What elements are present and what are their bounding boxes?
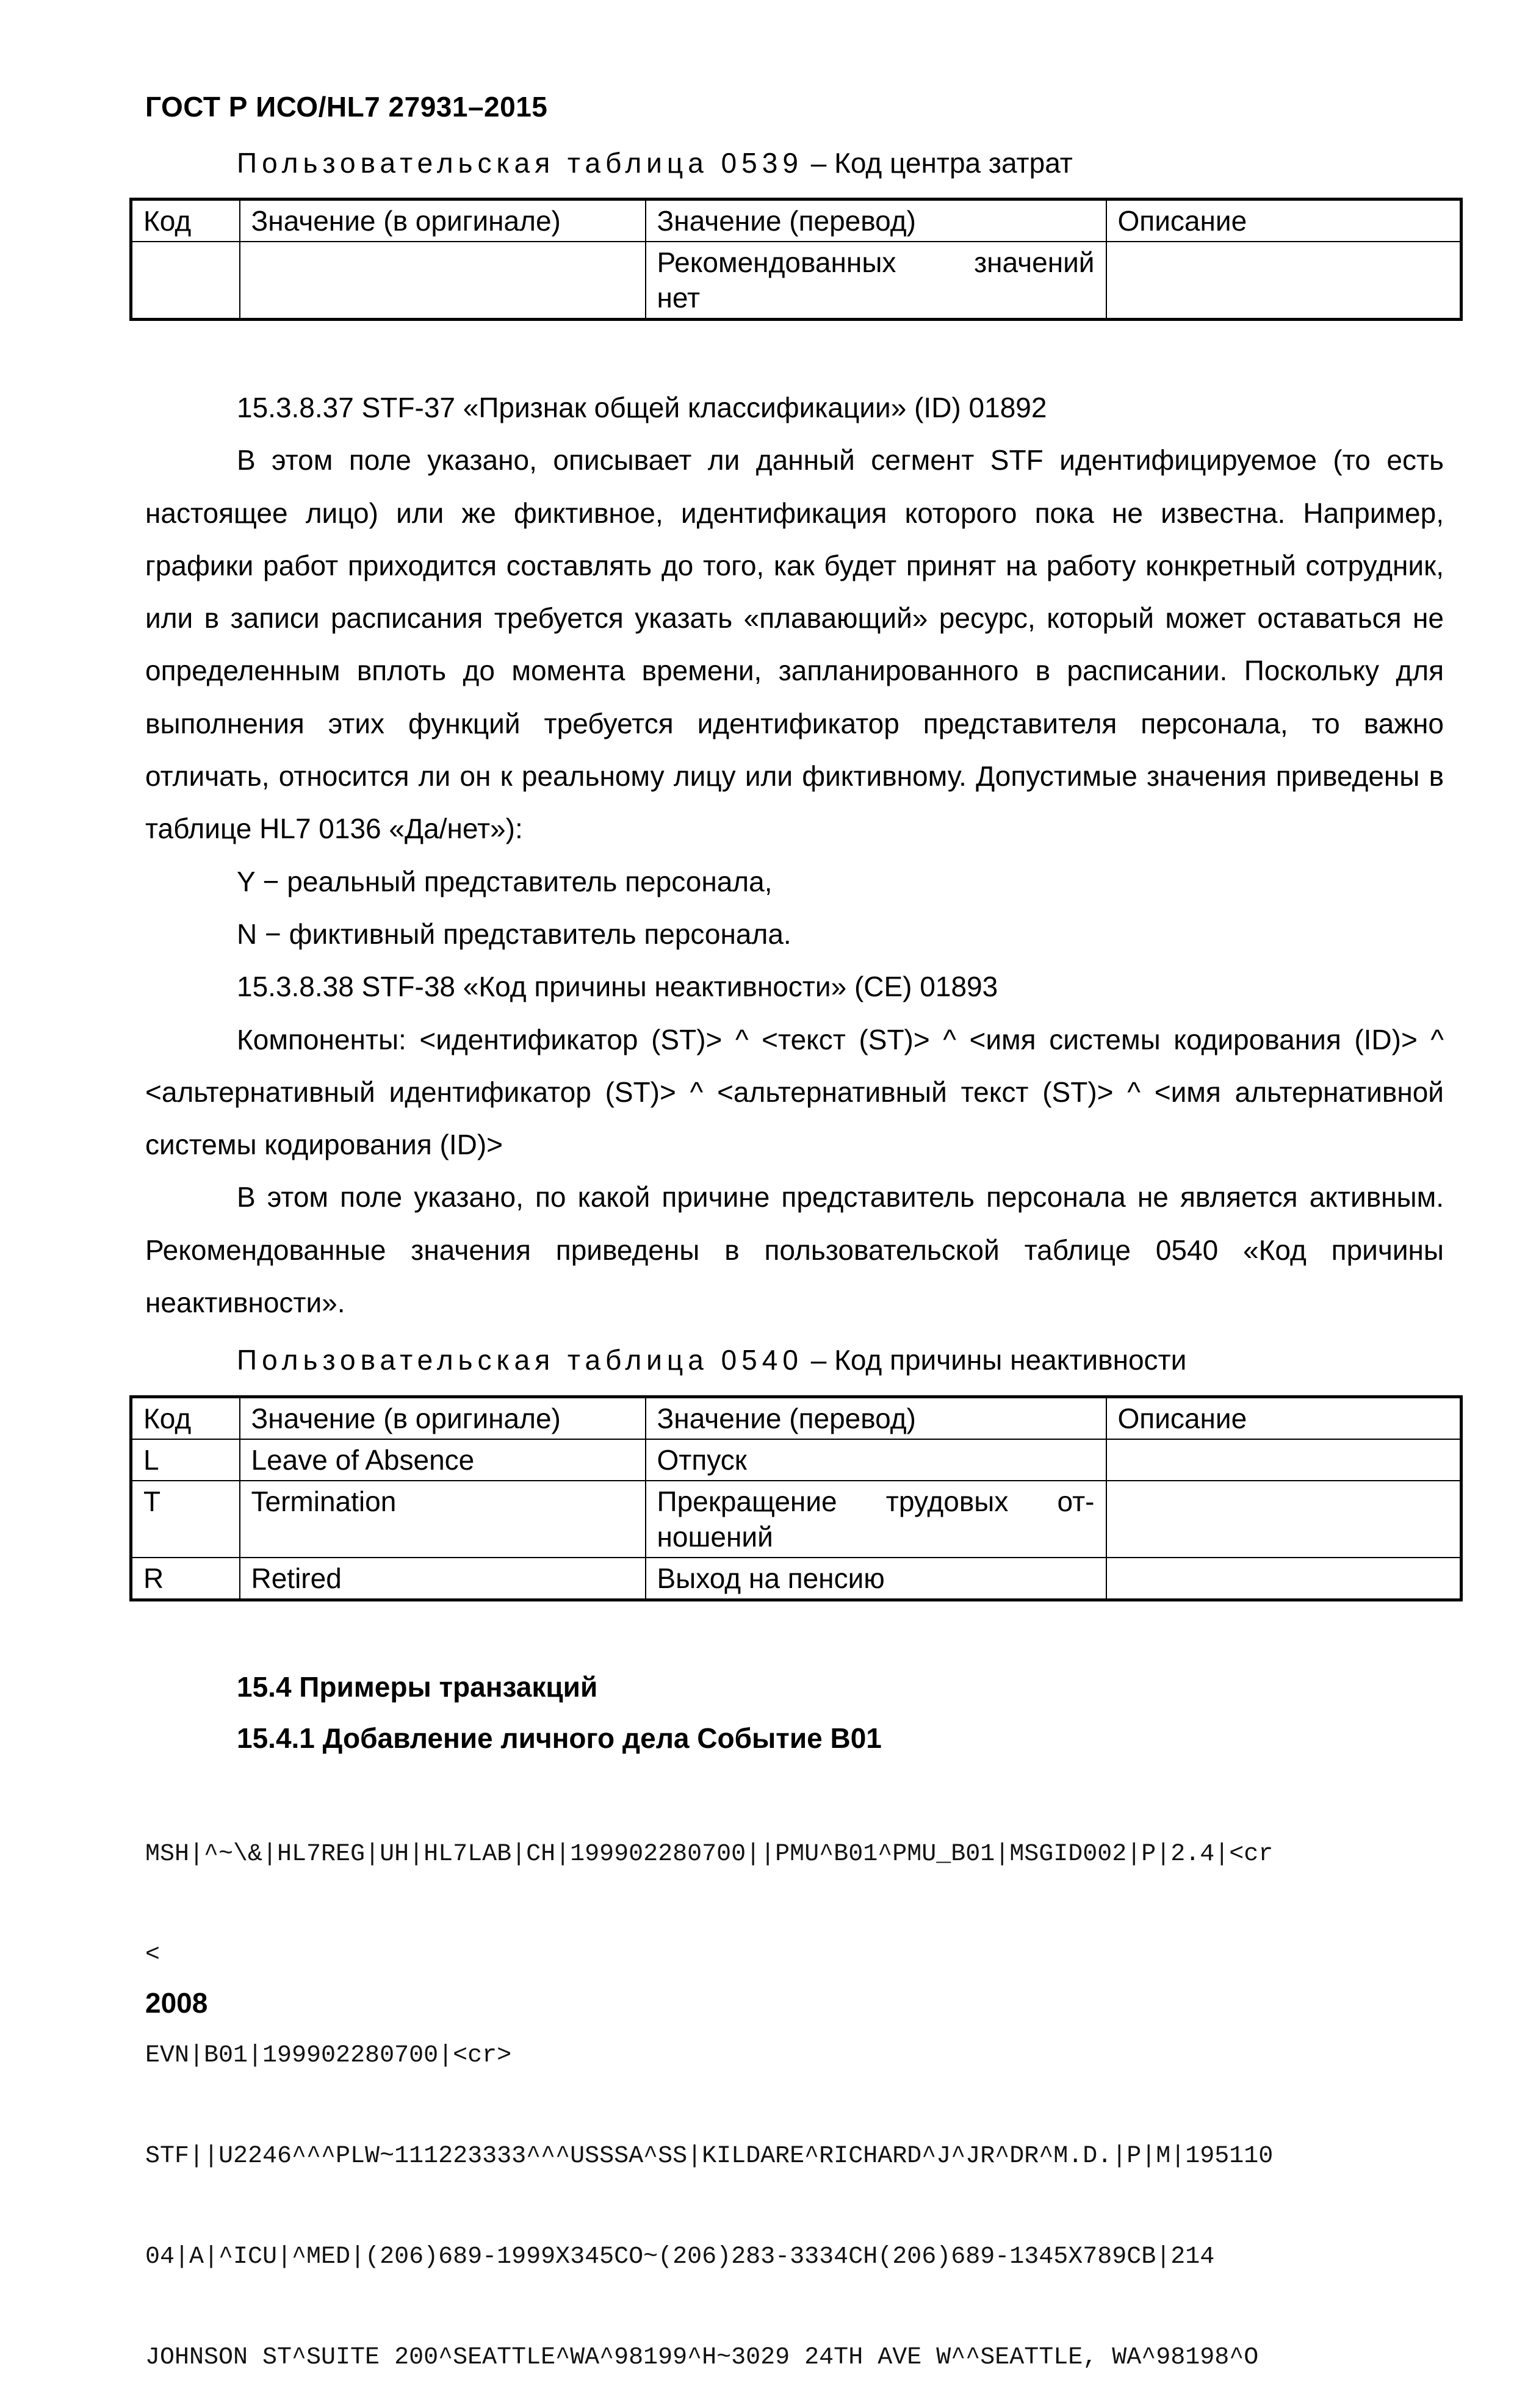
- table-header-row: [131, 199, 1462, 242]
- page-number: 2008: [145, 1987, 208, 2019]
- table-0539-caption-prefix: Пользовательская таблица 0539: [237, 147, 803, 179]
- table-0539-caption-title: – Код центра затрат: [810, 147, 1073, 179]
- translation-line: Рекомендованных значений: [657, 246, 1095, 278]
- table-0540-caption: [237, 1343, 1186, 1376]
- cell-code: R: [131, 1558, 240, 1600]
- code-line: <: [145, 1941, 160, 1969]
- table-row: [131, 242, 1462, 320]
- column-header: Описание: [1106, 1397, 1462, 1440]
- translation-line: ношений: [657, 1521, 773, 1553]
- cell-code: [131, 242, 240, 320]
- table-header-row: [131, 1397, 1462, 1440]
- cell-original: Termination: [240, 1481, 646, 1558]
- hl7-message-example: [145, 1770, 1457, 2408]
- cell-translation: [646, 242, 1106, 320]
- column-header: Значение (перевод): [646, 1397, 1106, 1440]
- cell-description: [1106, 1481, 1462, 1558]
- section-37-title: 15.3.8.37 STF-37 «Признак общей классификации» (ID) 01892: [237, 392, 1047, 423]
- column-header: Код: [131, 199, 240, 242]
- table-0539-caption: [237, 146, 1073, 179]
- code-line: 04|A|^ICU|^MED|(206)689-1999X345CO~(206)283-3334CH(206)689-1345X789CB|214: [145, 2243, 1215, 2271]
- code-line: JOHNSON ST^SUITE 200^SEATTLE^WA^98199^H~3029 24TH AVE W^^SEATTLE, WA^98198^O: [145, 2344, 1259, 2371]
- translation-line: нет: [657, 282, 701, 314]
- cell-description: [1106, 1558, 1462, 1600]
- section-38-paragraph: В этом поле указано, по какой причине представитель персонала не является активным. Рекомендованные значения приведены в пользовательской таблице 0540 «Код причины неактивности».: [145, 1181, 1444, 1319]
- translation-line: Прекращение трудовых от-: [657, 1486, 1095, 1517]
- code-line: STF||U2246^^^PLW~111223333^^^USSSA^SS|KILDARE^RICHARD^J^JR^DR^M.D.|P|M|195110: [145, 2143, 1274, 2170]
- section-38-title: 15.3.8.38 STF-38 «Код причины неактивности» (CE) 01893: [237, 971, 998, 1003]
- cell-translation: Выход на пенсию: [646, 1558, 1106, 1600]
- table-row: [131, 1439, 1462, 1481]
- table-0539: [129, 198, 1463, 321]
- cell-translation: [646, 1481, 1106, 1558]
- cell-code: L: [131, 1439, 240, 1481]
- section-15-4-heading: 15.4 Примеры транзакций: [237, 1671, 598, 1703]
- cell-original: Leave of Absence: [240, 1439, 646, 1481]
- table-row: [131, 1481, 1462, 1558]
- table-row: [131, 1558, 1462, 1600]
- cell-code: T: [131, 1481, 240, 1558]
- code-line: EVN|B01|199902280700|<cr>: [145, 2042, 512, 2069]
- value-y: Y − реальный представитель персонала,: [237, 865, 773, 897]
- table-0540: [129, 1395, 1463, 1601]
- section-15-4-1-heading: 15.4.1 Добавление личного дела Событие B01: [237, 1722, 882, 1754]
- cell-translation: Отпуск: [646, 1439, 1106, 1481]
- column-header: Описание: [1106, 199, 1462, 242]
- column-header: Значение (перевод): [646, 199, 1106, 242]
- code-line: MSH|^~\&|HL7REG|UH|HL7LAB|CH|199902280700||PMU^B01^PMU_B01|MSGID002|P|2.4|<cr: [145, 1841, 1274, 1868]
- section-37: [145, 381, 1444, 1329]
- cell-description: [1106, 1439, 1462, 1481]
- table-0540-caption-prefix: Пользовательская таблица 0540: [237, 1344, 803, 1376]
- cell-description: [1106, 242, 1462, 320]
- column-header: Значение (в оригинале): [240, 199, 646, 242]
- value-n: N − фиктивный представитель персонала.: [237, 918, 791, 950]
- cell-original: [240, 242, 646, 320]
- document-standard-header: ГОСТ Р ИСО/HL7 27931–2015: [145, 91, 548, 123]
- cell-original: Retired: [240, 1558, 646, 1600]
- column-header: Код: [131, 1397, 240, 1440]
- section-37-paragraph: В этом поле указано, описывает ли данный сегмент STF идентифицируемое (то есть настоящее лицо) или же фиктивное, идентификация которого пока не известна. Например, графики работ приходится составлять до того, как будет принят на работу конкретный сотрудник, или в записи расписания требуется указать «плавающий» ресурс, который может оставаться не определенным вплоть до момента времени, запланированного в расписании. Поскольку для выполнения этих функций требуется идентификатор представителя персонала, то важно отличать, относится ли он к реальному лицу или фиктивному. Допустимые значения приведены в таблице HL7 0136 «Да/нет»):: [145, 444, 1444, 845]
- column-header: Значение (в оригинале): [240, 1397, 646, 1440]
- table-0540-caption-title: – Код причины неактивности: [810, 1344, 1187, 1376]
- section-38-components: Компоненты: <идентификатор (ST)> ^ <текст (ST)> ^ <имя системы кодирования (ID)> ^ <альтернативный идентификатор (ST)> ^ <альтернативный текст (ST)> ^ <имя альтернативной системы кодирования (ID)>: [145, 1023, 1444, 1161]
